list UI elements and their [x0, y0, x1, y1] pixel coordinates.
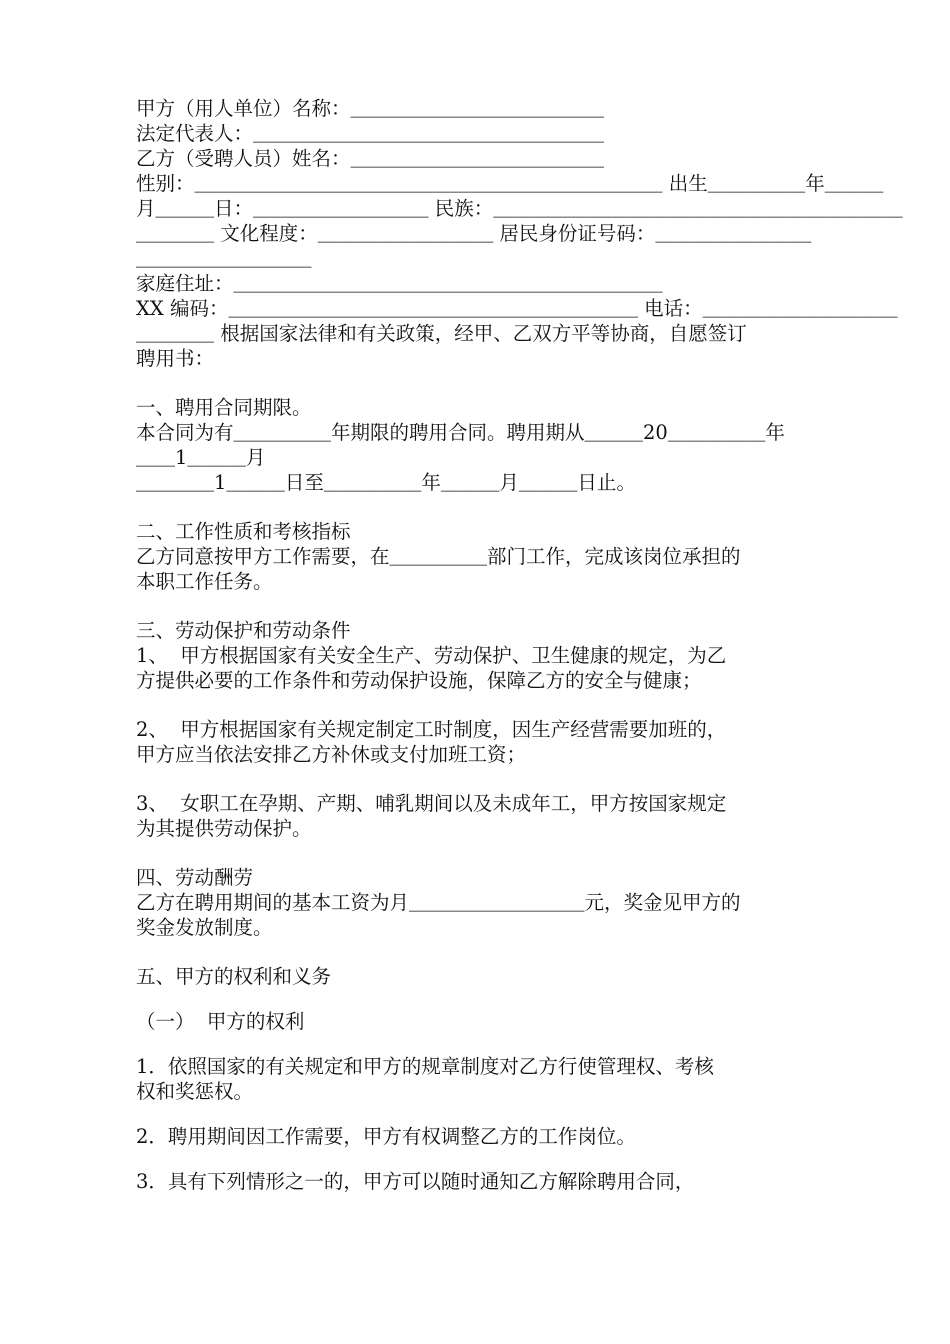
section-text-line: 本职工作任务。 [136, 570, 273, 593]
section-labor-protection [136, 618, 816, 841]
section-text-line: 乙方在聘用期间的基本工资为月＿＿＿＿＿＿＿＿＿元，奖金见甲方的 [136, 891, 741, 914]
list-item-line: 2．聘用期间因工作需要，甲方有权调整乙方的工作岗位。 [136, 1125, 636, 1148]
section-heading: 四、劳动酬劳 [136, 866, 254, 889]
section-text-line: 乙方同意按甲方工作需要，在＿＿＿＿＿部门工作，完成该岗位承担的 [136, 545, 741, 568]
section-text-line: ＿＿1＿＿＿月 [136, 446, 266, 469]
list-item-line: 1、 甲方根据国家有关安全生产、劳动保护、卫生健康的规定，为乙 [136, 644, 727, 667]
section-text-line: 本合同为有＿＿＿＿＿年期限的聘用合同。聘用期从＿＿＿20＿＿＿＿＿年 [136, 421, 785, 444]
section-employer-rights [136, 964, 816, 1194]
gender-birth-line: 性别：＿＿＿＿＿＿＿＿＿＿＿＿＿＿＿＿＿＿＿＿＿＿＿＿ 出生＿＿＿＿＿年＿＿＿ [136, 172, 884, 195]
legal-representative-line: 法定代表人：＿＿＿＿＿＿＿＿＿＿＿＿＿＿＿＿＿＿ [136, 122, 605, 145]
section-work-nature [136, 519, 816, 594]
home-address-line: 家庭住址：＿＿＿＿＿＿＿＿＿＿＿＿＿＿＿＿＿＿＿＿＿＿ [136, 272, 663, 295]
section-heading: 五、甲方的权利和义务 [136, 965, 332, 988]
section-heading: 二、工作性质和考核指标 [136, 520, 351, 543]
birth-date-ethnicity-line: 月＿＿＿日：＿＿＿＿＿＿＿＿＿ 民族：＿＿＿＿＿＿＿＿＿＿＿＿＿＿＿＿＿＿＿＿＿ [136, 197, 903, 220]
section-contract-term [136, 395, 816, 495]
section-heading: 三、劳动保护和劳动条件 [136, 619, 351, 642]
list-item-line: 为其提供劳动保护。 [136, 817, 312, 840]
section-text-line: ＿＿＿＿1＿＿＿日至＿＿＿＿＿年＿＿＿月＿＿＿日止。 [136, 471, 636, 494]
preamble-end-line: 聘用书： [136, 347, 215, 370]
id-number-continuation-line: ＿＿＿＿＿＿＿＿＿ [136, 247, 312, 270]
preamble-line: ＿＿＿＿ 根据国家法律和有关政策，经甲、乙双方平等协商，自愿签订 [136, 322, 747, 345]
list-item-line: 2、 甲方根据国家有关规定制定工时制度，因生产经营需要加班的， [136, 718, 727, 741]
contract-document [136, 96, 903, 1194]
employee-name-line: 乙方（受聘人员）姓名：＿＿＿＿＿＿＿＿＿＿＿＿＿ [136, 147, 605, 170]
list-item-line: 3．具有下列情形之一的，甲方可以随时通知乙方解除聘用合同， [136, 1170, 695, 1193]
list-item-line: 甲方应当依法安排乙方补休或支付加班工资； [136, 743, 527, 766]
contract-header-fields [136, 96, 903, 371]
employer-name-line: 甲方（用人单位）名称：＿＿＿＿＿＿＿＿＿＿＿＿＿ [136, 97, 605, 120]
list-item-line: 方提供必要的工作条件和劳动保护设施，保障乙方的安全与健康； [136, 669, 702, 692]
section-remuneration [136, 865, 816, 940]
list-item-line: 3、 女职工在孕期、产期、哺乳期间以及未成年工，甲方按国家规定 [136, 792, 727, 815]
education-id-line: ＿＿＿＿ 文化程度：＿＿＿＿＿＿＿＿＿ 居民身份证号码：＿＿＿＿＿＿＿＿ [136, 222, 812, 245]
section-heading: 一、聘用合同期限。 [136, 396, 312, 419]
postcode-phone-line: XX 编码：＿＿＿＿＿＿＿＿＿＿＿＿＿＿＿＿＿＿＿＿＿ 电话：＿＿＿＿＿＿＿＿＿＿ [136, 297, 898, 320]
subsection-heading: （一） 甲方的权利 [136, 1010, 305, 1033]
list-item-line: 1．依照国家的有关规定和甲方的规章制度对乙方行使管理权、考核 [136, 1055, 714, 1078]
section-text-line: 奖金发放制度。 [136, 916, 273, 939]
list-item-line: 权和奖惩权。 [136, 1080, 254, 1103]
